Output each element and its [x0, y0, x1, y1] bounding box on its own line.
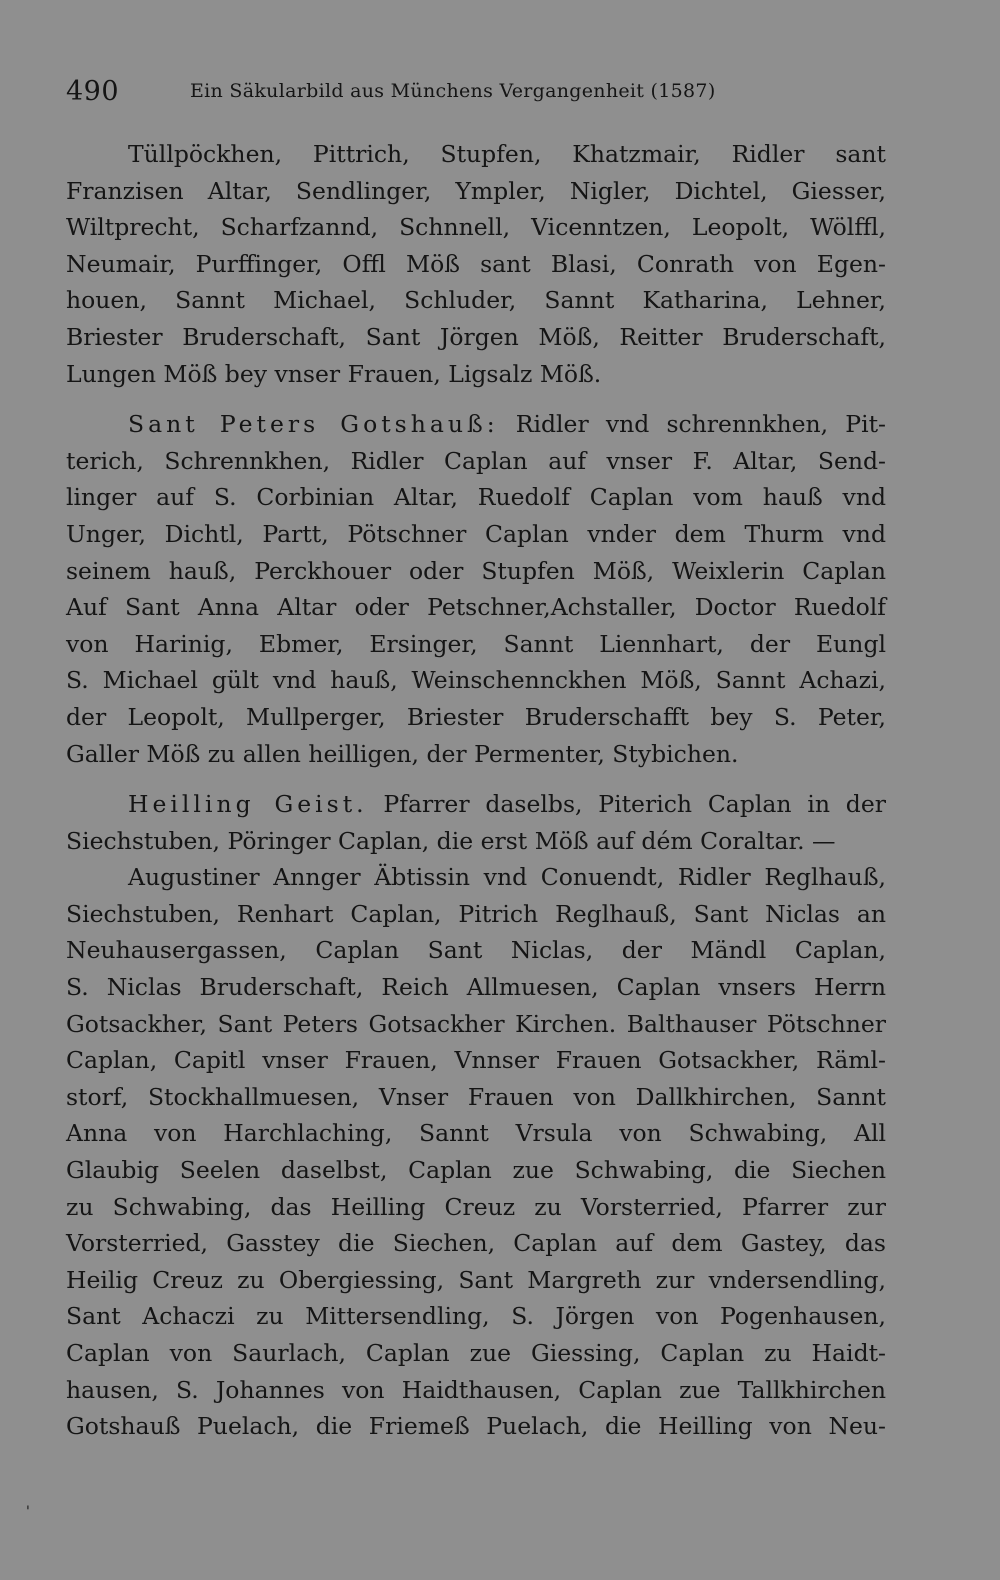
- section-heading: Heilling Geist.: [128, 790, 368, 819]
- text-line: Heilig Creuz zu Obergiessing, Sant Margreth zur vndersendling,: [66, 1265, 886, 1294]
- text-line: storf, Stockhallmuesen, Vnser Frauen von Dallkhirchen, Sannt: [66, 1082, 886, 1111]
- text-line: Caplan, Capitl vnser Frauen, Vnnser Frauen Gotsackher, Räml-: [66, 1046, 886, 1075]
- text-line: Lungen Möß bey vnser Frauen, Ligsalz Möß.: [66, 359, 602, 388]
- page-number: 490: [66, 76, 120, 107]
- paragraph-augustiner: [66, 859, 886, 1445]
- text-line: seinem hauß, Perckhouer oder Stupfen Möß, Weixlerin Caplan: [66, 556, 886, 585]
- text-line: Neumair, Purffinger, Offl Möß sant Blasi, Conrath von Egen-: [66, 249, 886, 278]
- text-line: Siechstuben, Pöringer Caplan, die erst Möß auf dém Coraltar. —: [66, 826, 836, 855]
- text-line: Glaubig Seelen daselbst, Caplan zue Schwabing, die Siechen: [66, 1156, 886, 1185]
- text-line: linger auf S. Corbinian Altar, Ruedolf Caplan vom hauß vnd: [66, 483, 886, 512]
- text-line: Franzisen Altar, Sendlinger, Ympler, Nigler, Dichtel, Giesser,: [66, 176, 886, 205]
- text-line: S. Niclas Bruderschaft, Reich Allmuesen, Caplan vnsers Herrn: [66, 973, 886, 1002]
- page-header: [66, 76, 886, 112]
- text-line: S. Michael gült vnd hauß, Weinschennckhen Möß, Sannt Achazi,: [66, 666, 886, 695]
- text-line: Galler Möß zu allen heilligen, der Permenter, Stybichen.: [66, 739, 739, 768]
- text-line: Auf Sant Anna Altar oder Petschner,Achstaller, Doctor Ruedolf: [66, 593, 886, 622]
- text-line: Unger, Dichtl, Partt, Pötschner Caplan vnder dem Thurm vnd: [66, 519, 886, 548]
- paragraph-1: [66, 136, 886, 392]
- text-line: Caplan von Saurlach, Caplan zue Giessing, Caplan zu Haidt-: [66, 1339, 886, 1367]
- text-line: Wiltprecht, Scharfzannd, Schnnell, Vicenntzen, Leopolt, Wölffl,: [66, 213, 886, 242]
- margin-mark: ': [26, 1504, 30, 1520]
- text-line: Sant Achaczi zu Mittersendling, S. Jörgen von Pogenhausen,: [66, 1302, 886, 1331]
- text-line: Gotsackher, Sant Peters Gotsackher Kirchen. Balthauser Pötschner: [66, 1009, 886, 1038]
- text-line: Gotshauß Puelach, die Friemeß Puelach, die Heilling von Neu-: [66, 1412, 886, 1441]
- paragraph-heilling-geist: [66, 786, 886, 859]
- text-line: Briester Bruderschaft, Sant Jörgen Möß, Reitter Bruderschaft,: [66, 322, 886, 351]
- text-line: terich, Schrennkhen, Ridler Caplan auf vnser F. Altar, Send-: [66, 446, 886, 475]
- text-line: hausen, S. Johannes von Haidthausen, Caplan zue Tallkhirchen: [66, 1375, 886, 1404]
- body-text: [66, 136, 886, 1445]
- section-heading: Sant Peters Gotshauß:: [128, 410, 499, 439]
- text-line: von Harinig, Ebmer, Ersinger, Sannt Liennhart, der Eungl: [66, 629, 886, 658]
- text-run: Ridler vnd schrennkhen, Pit-: [498, 410, 886, 439]
- text-line: Anna von Harchlaching, Sannt Vrsula von Schwabing, All: [66, 1119, 886, 1148]
- text-run: Pfarrer daselbs, Piterich Caplan in der: [367, 790, 886, 819]
- paragraph-sant-peters: [66, 406, 886, 772]
- text-line: Vorsterried, Gasstey die Siechen, Caplan auf dem Gastey, das: [66, 1229, 886, 1258]
- text-line: zu Schwabing, das Heilling Creuz zu Vorsterried, Pfarrer zur: [66, 1192, 886, 1221]
- text-line: [66, 406, 886, 443]
- text-line: Siechstuben, Renhart Caplan, Pitrich Reglhauß, Sant Niclas an: [66, 899, 886, 928]
- text-line: Augustiner Annger Äbtissin vnd Conuendt, Ridler Reglhauß,: [128, 863, 886, 892]
- text-line: [66, 786, 886, 823]
- text-line: Neuhausergassen, Caplan Sant Niclas, der Mändl Caplan,: [66, 936, 886, 965]
- text-line: Tüllpöckhen, Pittrich, Stupfen, Khatzmair, Ridler sant: [128, 140, 886, 168]
- running-title: Ein Säkularbild aus Münchens Vergangenheit (1587): [190, 80, 716, 102]
- text-line: houen, Sannt Michael, Schluder, Sannt Katharina, Lehner,: [66, 286, 886, 315]
- text-line: der Leopolt, Mullperger, Briester Bruderschafft bey S. Peter,: [66, 702, 886, 731]
